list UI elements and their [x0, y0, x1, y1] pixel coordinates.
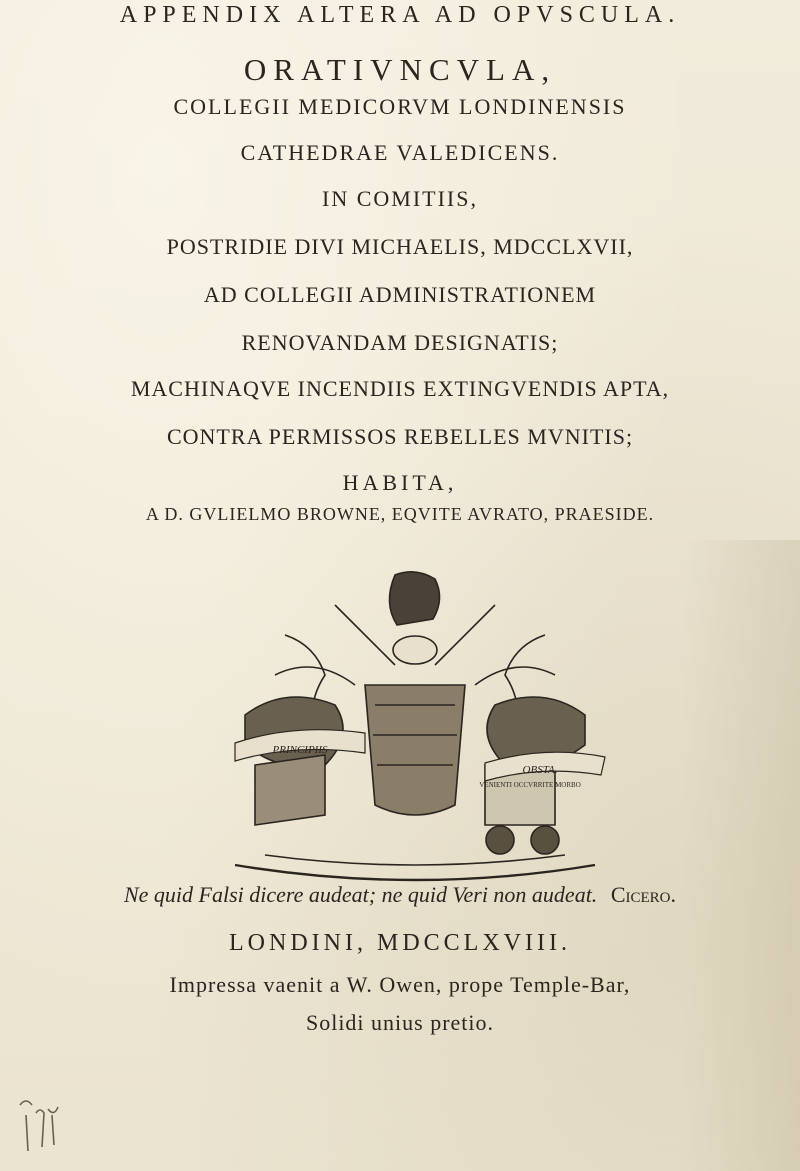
date-line: POSTRIDIE DIVI MICHAELIS, MDCCLXVII,: [166, 234, 634, 259]
appendix-heading: APPENDIX ALTERA AD OPVSCULA.: [119, 2, 681, 28]
hand-icon: [389, 572, 439, 625]
cathedra-line: CATHEDRAE VALEDICENS.: [240, 140, 560, 165]
administration-line: AD COLLEGII ADMINISTRATIONEM: [203, 282, 597, 307]
engraved-emblem: [215, 565, 615, 885]
motto-right: OBSTA.: [522, 764, 558, 776]
college-line: COLLEGII MEDICORVM LONDINENSIS: [173, 94, 627, 119]
author-line: A D. GVLIELMO BROWNE, EQVITE AVRATO, PRAESIDE.: [145, 504, 655, 524]
epigraph-line: [0, 882, 800, 908]
habita-line: HABITA,: [342, 470, 458, 495]
epigraph-quote: Ne quid Falsi dicere audeat; ne quid Veri non audeat.: [123, 882, 598, 907]
jar-icon: [393, 636, 437, 664]
main-title: ORATIVNCVLA,: [243, 52, 557, 87]
contra-line: CONTRA PERMISSOS REBELLES MVNITIS;: [166, 424, 634, 449]
comitiis-line: IN COMITIIS,: [322, 186, 478, 211]
price-line: Solidi unius pretio.: [305, 1010, 495, 1035]
machinaque-line: MACHINAQVE INCENDIIS EXTINGVENDIS APTA,: [130, 376, 670, 401]
printer-line: Impressa vaenit a W. Owen, prope Temple-Bar,: [169, 972, 631, 997]
paper-stain: [680, 540, 800, 1171]
renovandam-line: RENOVANDAM DESIGNATIS;: [241, 330, 559, 355]
place-date-line: LONDINI, MDCCLXVIII.: [229, 930, 571, 956]
book-inscription: VENIENTI OCCVRRITE MORBO: [479, 781, 581, 789]
motto-left: PRINCIPIIS: [272, 744, 328, 756]
epigraph-source: Cicero.: [610, 882, 676, 907]
handwritten-mark: [12, 1095, 82, 1155]
book-icon: [255, 755, 325, 825]
